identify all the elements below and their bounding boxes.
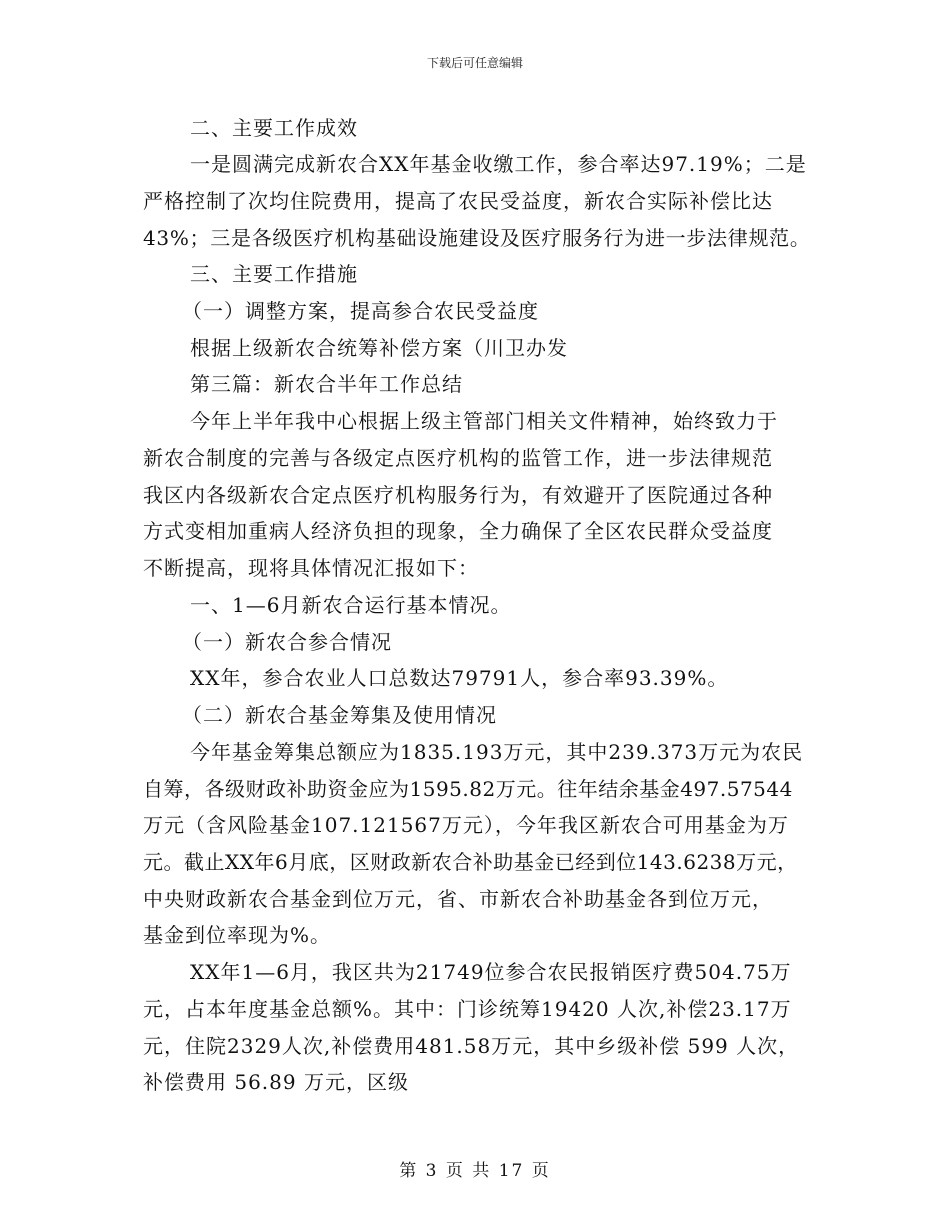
section-heading: 二、主要工作成效 bbox=[190, 116, 358, 140]
paragraph-line: 今年基金筹集总额应为1835.193万元，其中239.373万元为农民 bbox=[190, 740, 804, 764]
paragraph-line: 新农合制度的完善与各级定点医疗机构的监管工作，进一步法律规范 bbox=[143, 446, 773, 470]
paragraph-line: 今年上半年我中心根据上级主管部门相关文件精神，始终致力于 bbox=[190, 409, 778, 433]
paragraph-line: 补偿费用 56.89 万元，区级 bbox=[143, 1070, 409, 1094]
paragraph-line: 我区内各级新农合定点医疗机构服务行为，有效避开了医院通过各种 bbox=[143, 483, 773, 507]
subsection-heading: （二）新农合基金筹集及使用情况 bbox=[182, 703, 497, 727]
paragraph-line: 元，住院2329人次,补偿费用481.58万元，其中乡级补偿 599 人次， bbox=[143, 1034, 800, 1058]
subsection-heading: （一）调整方案，提高参合农民受益度 bbox=[182, 299, 539, 323]
section-heading: 三、主要工作措施 bbox=[190, 262, 358, 286]
subsection-heading: （一）新农合参合情况 bbox=[182, 630, 392, 654]
paragraph-line: 元，占本年度基金总额%。其中：门诊统筹19420 人次,补偿23.17万 bbox=[143, 997, 792, 1021]
paragraph-line: 万元（含风险基金107.121567万元），今年我区新农合可用基金为万 bbox=[143, 813, 789, 837]
paragraph-line: 自筹，各级财政补助资金应为1595.82万元。往年结余基金497.57544 bbox=[143, 777, 793, 801]
paragraph-line: 中央财政新农合基金到位万元，省、市新农合补助基金各到位万元， bbox=[143, 887, 773, 911]
paragraph-line: 方式变相加重病人经济负担的现象，全力确保了全区农民群众受益度 bbox=[143, 519, 773, 543]
paragraph-line: 严格控制了次均住院费用，提高了农民受益度，新农合实际补偿比达 bbox=[143, 189, 773, 213]
page-header-note: 下载后可任意编辑 bbox=[426, 56, 523, 70]
paragraph-line: 基金到位率现为%。 bbox=[143, 923, 332, 947]
paragraph-line: XX年1—6月，我区共为21749位参合农民报销医疗费504.75万 bbox=[190, 960, 792, 984]
paragraph-line: 根据上级新农合统筹补偿方案（川卫办发 bbox=[190, 336, 568, 360]
paragraph-line: 元。截止XX年6月底，区财政新农合补助基金已经到位143.6238万元， bbox=[143, 850, 798, 874]
chapter-title: 第三篇：新农合半年工作总结 bbox=[190, 372, 463, 396]
paragraph-line: 不断提高，现将具体情况汇报如下： bbox=[143, 556, 479, 580]
section-heading: 一、1—6月新农合运行基本情况。 bbox=[190, 593, 512, 617]
paragraph-line: 一是圆满完成新农合XX年基金收缴工作，参合率达97.19%；二是 bbox=[190, 152, 807, 176]
paragraph-line: 43%；三是各级医疗机构基础设施建设及医疗服务行为进一步法律规范。 bbox=[143, 226, 811, 250]
page-number: 第 3 页 共 17 页 bbox=[399, 1161, 551, 1181]
paragraph-line: XX年，参合农业人口总数达79791人，参合率93.39%。 bbox=[190, 666, 729, 690]
